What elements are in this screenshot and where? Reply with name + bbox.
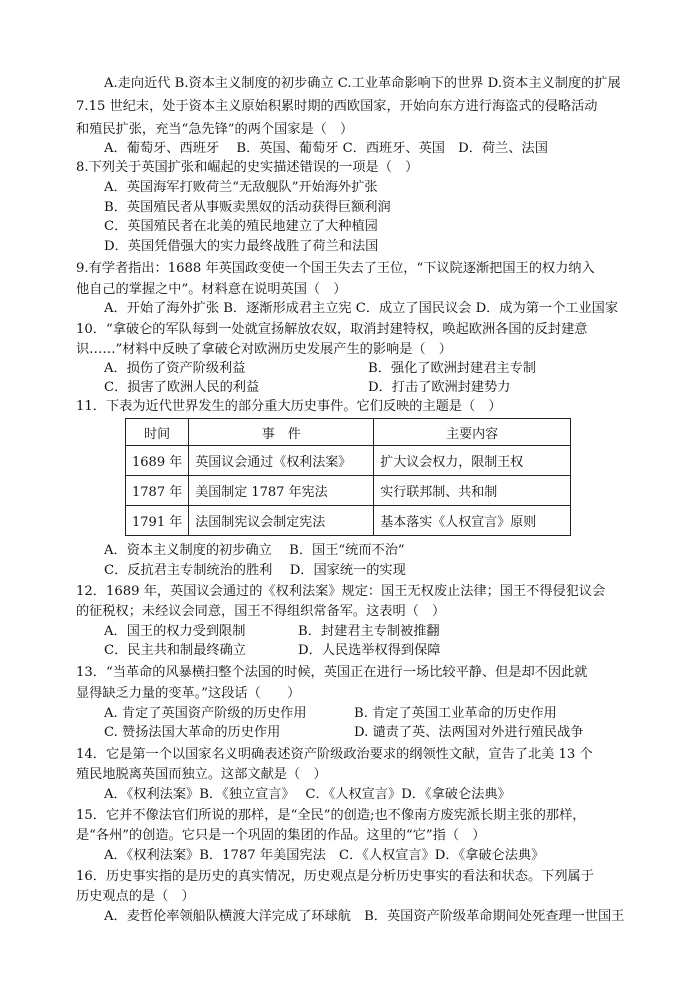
q9-stem-line-2: 他自己的掌握之中”。材料意在说明英国（ ） [76,282,347,297]
table-row [126,476,571,506]
q14-stem-line-1: 14．它是第一个以国家名义明确表述资产阶级政治要求的纲领性文献，宣告了北美 13 个 [76,747,593,762]
q14-stem-line-2: 殖民地脱离英国而独立。这部文献是（ ） [76,767,327,782]
q16-stem-line-1: 16．历史事实指的是历史的真实情况，历史观点是分析历史事实的看法和状态。下列属于 [76,869,594,884]
q13-option-c: C. 赞扬法国大革命的历史作用 [104,725,281,740]
q12-option-row-2 [104,641,441,661]
q13-option-a: A. 肯定了英国资产阶级的历史作用 [104,706,307,721]
q10-option-row-1 [104,359,536,379]
q12-option-d: D．人民选举权得到保障 [298,643,441,658]
history-events-table [125,418,571,536]
table-cell-event: 法国制宪议会制定宪法 [189,506,374,536]
q14-options: A．《权利法案》B．《独立宣言》 C．《人权宣言》D．《拿破仑法典》 [104,787,511,802]
q11-option-row-1: A．资本主义制度的初步确立 B．国王“统而不治” [104,543,405,558]
table-header-event: 事 件 [189,419,374,446]
table-row [126,446,571,476]
q9-options: A．开始了海外扩张 B．逐渐形成君主立宪 C．成立了国民议会 D．成为第一个工业国家 [104,301,619,316]
q15-options: A．《权利法案》B．1787 年美国宪法 C．《人权宣言》D．《拿破仑法典》 [104,848,545,863]
table-cell-content: 基本落实《人权宣言》原则 [374,506,571,536]
q12-stem-line-1: 12．1689 年，英国议会通过的《权利法案》规定：国王无权废止法律；国王不得侵犯议会 [76,584,606,599]
q12-option-c: C．民主共和制最终确立 [104,643,246,658]
q9-stem-line-1: 9.有学者指出：1688 年英国政变使一个国王失去了王位，“下议院逐渐把国王的权力纳入 [76,261,595,276]
q13-option-row-1 [104,704,557,724]
table-cell-time: 1787 年 [126,476,189,506]
q10-option-a: A．损伤了资产阶级利益 [104,361,246,376]
q13-option-b: B. 肯定了英国工业革命的历史作用 [354,706,557,721]
q13-stem-line-2: 显得缺乏力量的变革。”这段话（ ） [76,686,301,701]
q8-stem: 8.下列关于英国扩张和崛起的史实描述错误的一项是（ ） [76,160,419,175]
q13-option-d: D. 谴责了英、法两国对外进行殖民战争 [354,725,584,740]
q13-stem-line-1: 13．“当革命的风暴横扫整个法国的时候，英国正在进行一场比较平静、但是却不因此就 [76,665,588,680]
q10-option-c: C．损害了欧洲人民的利益 [104,380,260,395]
q6-options: A.走向近代 B.资本主义制度的初步确立 C.工业革命影响下的世界 D.资本主义制度的扩展 [104,76,621,91]
q10-option-d: D．打击了欧洲封建势力 [368,380,511,395]
q10-stem-line-2: 识……”材料中反映了拿破仑对欧洲历史发展产生的影响是（ ） [76,342,452,357]
table-row [126,506,571,536]
q8-option-b: B．英国殖民者从事贩卖黑奴的活动获得巨额利润 [104,200,391,215]
q8-option-d: D．英国凭借强大的实力最终战胜了荷兰和法国 [104,239,379,254]
table-cell-event: 英国议会通过《权利法案》 [189,446,374,476]
table-header-row [126,419,571,446]
q7-options: A．葡萄牙、西班牙 B．英国、葡萄牙 C．西班牙、英国 D．荷兰、法国 [104,141,548,156]
q10-option-b: B．强化了欧洲封建君主专制 [368,361,536,376]
table-cell-time: 1791 年 [126,506,189,536]
q10-stem-line-1: 10．“拿破仑的军队每到一处就宣扬解放农奴，取消封建特权，唤起欧洲各国的反封建意 [76,322,588,337]
q7-stem-line-1: 7.15 世纪末，处于资本主义原始积累时期的西欧国家，开始向东方进行海盗式的侵略活动 [76,99,598,114]
q16-stem-line-2: 历史观点的是（ ） [76,889,195,904]
q15-stem-line-1: 15．它并不像法官们所说的那样，是“全民”的创造;也不像南方废宪派长期主张的那样， [76,808,586,823]
table-cell-time: 1689 年 [126,446,189,476]
q8-option-c: C．英国殖民者在北美的殖民地建立了大种植园 [104,219,378,234]
q7-stem-line-2: 和殖民扩张，充当“急先锋”的两个国家是（ ） [76,122,354,137]
q12-option-a: A．国王的权力受到限制 [104,624,246,639]
q12-option-row-1 [104,622,440,642]
q10-option-row-2 [104,378,511,398]
q16-options: A．麦哲伦率领船队横渡大洋完成了环球航 B．英国资产阶级革命期间处死查理一世国王 [104,909,625,924]
table-cell-content: 扩大议会权力，限制王权 [374,446,571,476]
q11-option-row-2: C．反抗君主专制统治的胜利 D．国家统一的实现 [104,563,406,578]
table-header-time: 时间 [126,419,189,446]
q12-stem-line-2: 的征税权；未经议会同意，国王不得组织常备军。这表明（ ） [76,604,446,619]
q8-option-a: A．英国海军打败荷兰“无敌舰队”开始海外扩张 [104,180,378,195]
q15-stem-line-2: 是“各州”的创造。它只是一个巩固的集团的作品。这里的“它”指（ ） [76,828,486,843]
table-header-content: 主要内容 [374,419,571,446]
q11-stem: 11．下表为近代世界发生的部分重大历史事件。它们反映的主题是（ ） [76,399,502,414]
table-cell-content: 实行联邦制、共和制 [374,476,571,506]
q13-option-row-2 [104,723,584,743]
q12-option-b: B．封建君主专制被推翻 [298,624,440,639]
table-cell-event: 美国制定 1787 年宪法 [189,476,374,506]
